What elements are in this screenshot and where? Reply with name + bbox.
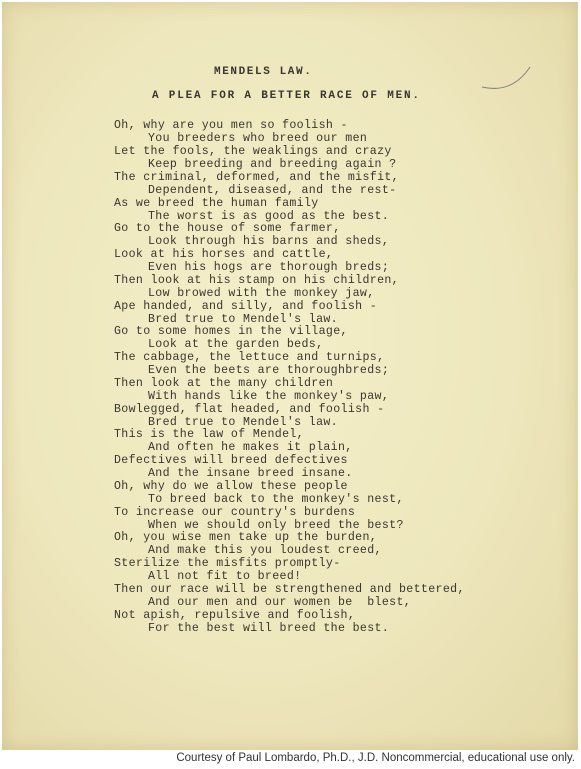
poem-line: As we breed the human family bbox=[114, 197, 319, 211]
poem-line: Look through his barns and sheds, bbox=[148, 235, 390, 249]
poem-line: Look at the garden beds, bbox=[148, 338, 324, 352]
poem-line: Defectives will breed defectives bbox=[114, 454, 348, 468]
poem-line: Oh, why do we allow these people bbox=[114, 480, 348, 494]
poem-line: Go to some homes in the village, bbox=[114, 325, 348, 338]
poem-line: The cabbage, the lettuce and turnips, bbox=[114, 351, 385, 365]
poem-line: Let the fools, the weaklings and crazy bbox=[114, 145, 392, 159]
document-subtitle: A PLEA FOR A BETTER RACE OF MEN. bbox=[152, 90, 421, 102]
poem-line: Oh, why are you men so foolish - bbox=[114, 119, 348, 132]
poem-line: With hands like the monkey's paw, bbox=[148, 390, 390, 404]
poem-line: To breed back to the monkey's nest, bbox=[148, 493, 404, 507]
poem-line: This is the law of Mendel, bbox=[114, 428, 304, 441]
poem-line: Dependent, diseased, and the rest- bbox=[148, 184, 397, 198]
poem-line: Not apish, repulsive and foolish, bbox=[114, 609, 356, 623]
poem-line: Sterilize the misfits promptly- bbox=[114, 557, 341, 571]
pencil-mark bbox=[472, 32, 542, 102]
credit-line: Courtesy of Paul Lombardo, Ph.D., J.D. Noncommercial, educational use only. bbox=[176, 752, 575, 764]
poem-line: Even the beets are thoroughbreds; bbox=[148, 364, 390, 378]
poem-line: Bowlegged, flat headed, and foolish - bbox=[114, 403, 385, 417]
poem-line: You breeders who breed our men bbox=[148, 132, 368, 146]
poem-line: All not fit to breed! bbox=[148, 570, 302, 584]
poem-line: And the insane breed insane. bbox=[148, 467, 353, 481]
poem-line: And often he makes it plain, bbox=[148, 441, 353, 455]
poem-line: Low browed with the monkey jaw, bbox=[148, 287, 375, 301]
poem-line: Ape handed, and silly, and foolish - bbox=[114, 300, 378, 314]
poem-line: Bred true to Mendel's law. bbox=[148, 416, 338, 430]
poem-line: And our men and our women be blest, bbox=[148, 596, 412, 610]
poem-line: Then look at his stamp on his children, bbox=[114, 274, 399, 288]
paper-sheet bbox=[2, 2, 578, 750]
poem-line: The criminal, deformed, and the misfit, bbox=[114, 171, 399, 185]
poem-line: Then our race will be strengthened and bettered, bbox=[114, 583, 465, 597]
poem-line: Look at his horses and cattle, bbox=[114, 248, 334, 262]
poem-line: When we should only breed the best? bbox=[148, 519, 404, 533]
poem-line: Even his hogs are thorough breds; bbox=[148, 261, 390, 275]
document-title: MENDELS LAW. bbox=[214, 66, 313, 78]
poem-line: Keep breeding and breeding again ? bbox=[148, 158, 397, 172]
poem-line: Oh, you wise men take up the burden, bbox=[114, 531, 378, 544]
poem-line: Bred true to Mendel's law. bbox=[148, 313, 338, 327]
poem-line: And make this you loudest creed, bbox=[148, 544, 382, 558]
poem-line: Go to the house of some farmer, bbox=[114, 222, 341, 235]
poem-line: To increase our country's burdens bbox=[114, 506, 356, 520]
poem-line: The worst is as good as the best. bbox=[148, 210, 390, 224]
poem-line: Then look at the many children bbox=[114, 377, 334, 391]
poem-line: For the best will breed the best. bbox=[148, 622, 390, 636]
